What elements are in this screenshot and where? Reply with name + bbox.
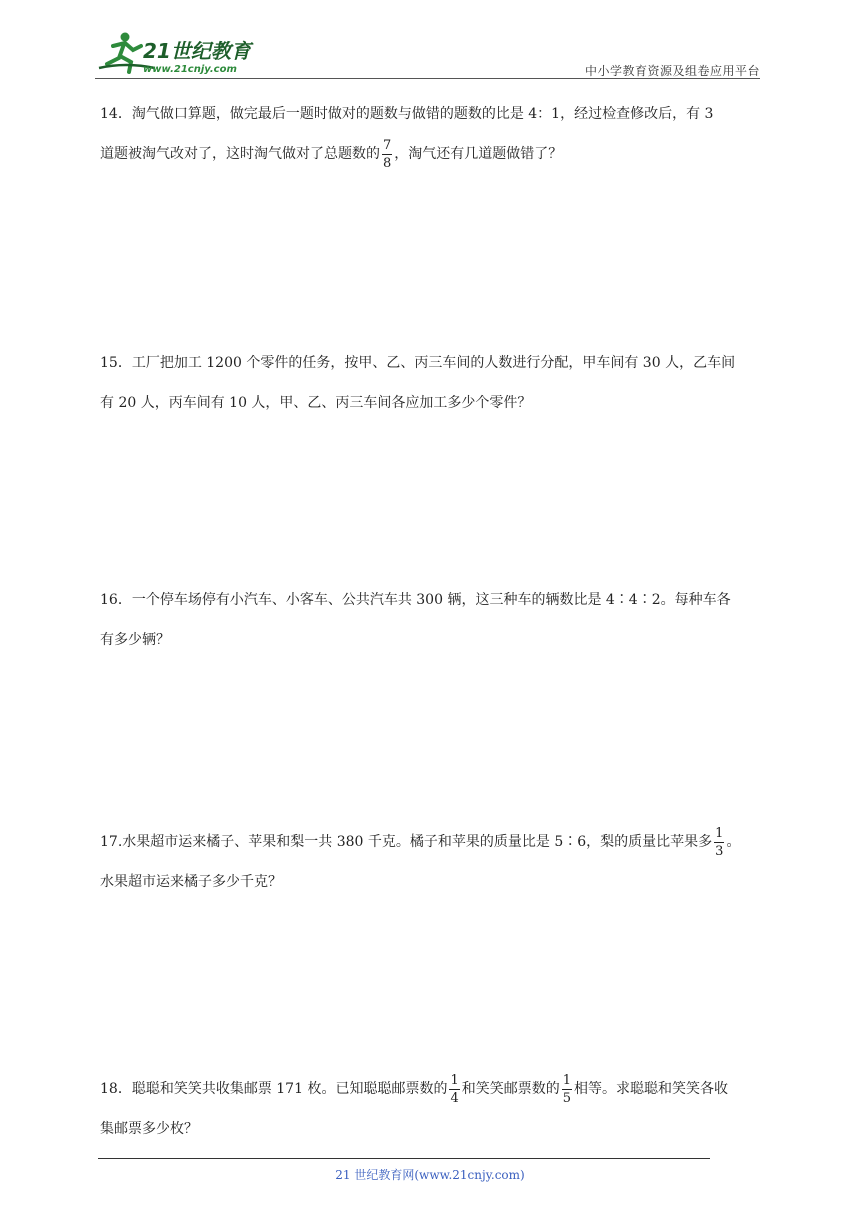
question-15: [100, 343, 765, 423]
question-text: 有 20 人，丙车间有 10 人，甲、乙、丙三车间各应加工多少个零件？: [100, 395, 532, 411]
footer-divider: [98, 1158, 710, 1159]
question-text: 和笑笑邮票数的: [461, 1081, 560, 1097]
question-text: 淘气做口算题，做完最后一题时做对的题数与做错的题数的比是 4：1，经过检查修改后，有 3: [131, 106, 714, 122]
question-text: 一个停车场停有小汽车、小客车、公共汽车共 300 辆，这三种车的辆数比是 4∶4∶2。每种车各: [131, 592, 731, 608]
fraction: $\frac{1}{3}$: [715, 825, 724, 859]
question-18: [100, 1069, 765, 1149]
question-text: 水果超市运来橘子、苹果和梨一共 380 千克。橘子和苹果的质量比是 5∶6，梨的质量比苹果多: [122, 834, 713, 850]
question-text: 水果超市运来橘子多少千克？: [100, 874, 282, 890]
question-text: 工厂把加工 1200 个零件的任务，按甲、乙、丙三车间的人数进行分配，甲车间有 30 人，乙车间: [131, 355, 736, 371]
logo-url: www.21cnjy.com: [143, 64, 237, 75]
fraction: $\frac{1}{5}$: [562, 1072, 572, 1106]
question-text: 有多少辆？: [100, 632, 170, 648]
logo: [95, 28, 265, 76]
question-14: [100, 94, 765, 174]
question-number: 17.: [100, 834, 123, 850]
question-number: 18．: [100, 1081, 132, 1097]
question-text: ，淘气还有几道题做错了？: [394, 146, 563, 162]
header-divider: [95, 78, 760, 79]
question-number: 15．: [100, 355, 132, 371]
question-text: 道题被淘气改对了，这时淘气做对了总题数的: [100, 146, 380, 162]
footer-text: 21 世纪教育网(www.21cnjy.com): [335, 1168, 525, 1182]
fraction: $\frac{1}{4}$: [450, 1072, 459, 1106]
question-text: 。: [726, 834, 741, 850]
question-text: 集邮票多少枚？: [100, 1121, 198, 1137]
logo-text: 21世纪教育: [143, 39, 251, 63]
question-number: 14．: [100, 106, 132, 122]
question-17: [100, 822, 765, 902]
platform-name: 中小学教育资源及组卷应用平台: [584, 64, 760, 78]
fraction: $\frac{7}{8}$: [383, 137, 392, 171]
question-number: 16．: [100, 592, 132, 608]
question-text: 聪聪和笑笑共收集邮票 171 枚。已知聪聪邮票数的: [131, 1081, 448, 1097]
question-16: [100, 580, 765, 660]
page-header: [95, 28, 760, 78]
question-text: 相等。求聪聪和笑笑各收: [574, 1081, 729, 1097]
